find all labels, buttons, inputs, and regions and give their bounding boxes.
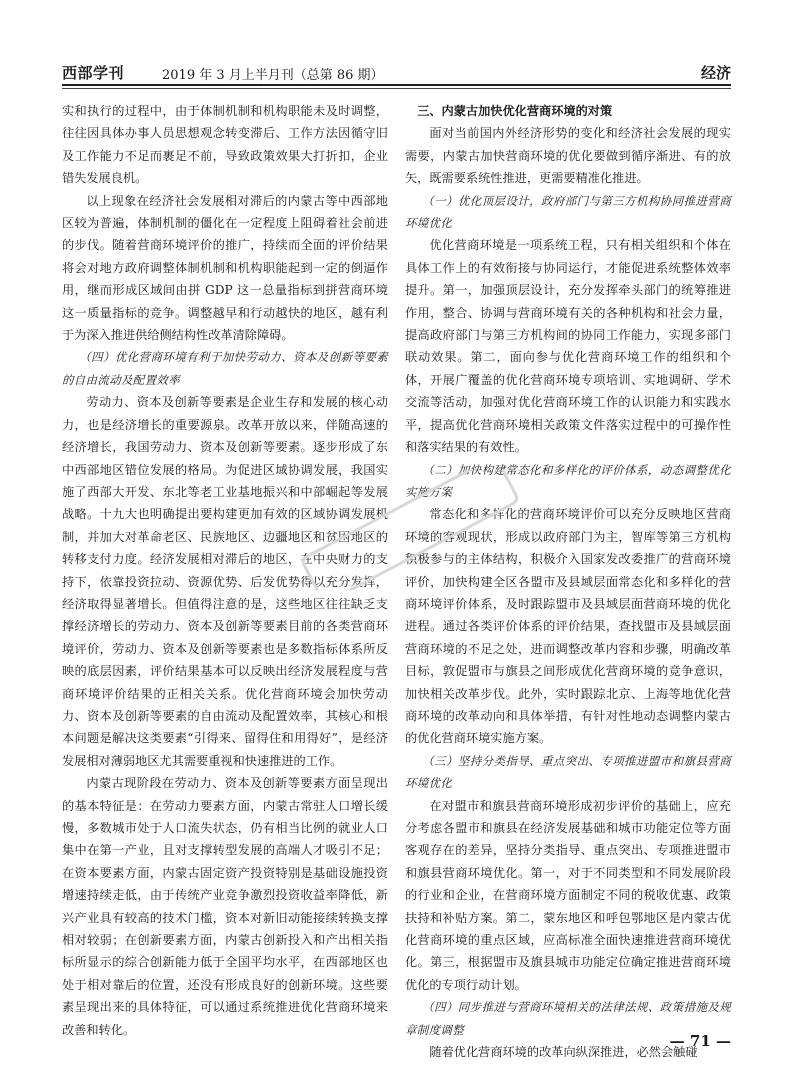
left-column xyxy=(62,100,388,1041)
paragraph: 内蒙古现阶段在劳动力、资本及创新等要素方面呈现出的基本特征是：在劳动力要素方面，内蒙古常驻人口增长缓慢，多数城市处于人口流失状态，仍有相当比例的就业人口集中在第一产业，且对支撑转型发展的高端人才吸引不足；在资本要素方面，内蒙古固定资产投资特别是基础设施投资增速持续走低，由于传统产业竞争激烈投资收益率降低，新兴产业具有较高的技术门槛，资本对新旧动能接续转换支撑相对较弱；在创新要素方面，内蒙古创新投入和产出相关指标所显示的综合创新能力低于全国平均水平，在西部地区也处于相对靠后的位置，还没有形成良好的创新环境。这些要素呈现出来的具体特征，可以通过系统推进优化营商环境来改善和转化。 xyxy=(62,776,388,1037)
paragraph: 劳动力、资本及创新等要素是企业生存和发展的核心动力，也是经济增长的重要源泉。改革开放以来，伴随高速的经济增长，我国劳动力、资本及创新等要素。逐步形成了东中西部地区错位发展的格局。为促进区域协调发展，我国实施了西部大开发、东北等老工业基地振兴和中部崛起等发展战略。十九大也明确提出要构建更加有效的区域协调发展机制，并加大对革命老区、民族地区、边疆地区和贫困地区的转移支付力度。经济发展相对滞后的地区，在中央财力的支持下，依靠投资拉动、资源优势、后发优势得以充分发挥，经济取得显著增长。但值得注意的是，这些地区往往缺乏支撑经济增长的劳动力、资本及创新等要素目前的各类营商环境评价，劳动力、资本及创新等要素也是多数指标体系所反映的底层因素，评价结果基本可以反映出经济发展程度与营商环境评价结果的正相关关系。优化营商环境会加快劳动力、资本及创新等要素的自由流动及配置效率，其核心和根本问题是解决这类要素“引得来、留得住和用得好”，是经济发展相对薄弱地区尤其需要重视和快速推进的工作。 xyxy=(62,395,388,768)
issue-info: 2019 年 3 月上半月刊（总第 86 期） xyxy=(162,68,384,83)
paragraph: 优化营商环境是一项系统工程，只有相关组织和个体在具体工作上的有效衔接与协同运行，才能促进系统整体效率提升。第一，加强顶层设计，充分发挥牵头部门的统筹推进作用，整合、协调与营商环境有关的各种机构和社会力量，提高政府部门与第三方机构间的协同工作能力，实现多部门联动效果。第二，面向参与优化营商环境工作的组织和个体，开展广覆盖的优化营商环境专项培训、实地调研、学术交流等活动，加强对优化营商环境工作的认识能力和实践水平，提高优化营商环境相关政策文件落实过程中的可操作性和落实结果的有效性。 xyxy=(405,238,731,455)
subsection-heading: （三）坚持分类指导、重点突出、专项推进盟市和旗县营商环境优化 xyxy=(405,753,731,791)
subsection-heading: （二）加快构建常态化和多样化的评价体系，动态调整优化实施方案 xyxy=(405,462,731,499)
header-rule xyxy=(62,84,731,86)
paragraph: 在对盟市和旗县营商环境形成初步评价的基础上，应充分考虑各盟市和旗县在经济发展基础和城市功能定位等方面客观存在的差异，坚持分类指导、重点突出、专项推进盟市和旗县营商环境优化。第一，对于不同类型和不同发展阶段的行业和企业，在营商环境方面制定不同的税收优惠、政策扶持和补贴方案。第二，蒙东地区和呼包鄂地区是内蒙古优化营商环境的重点区域，应高标准全面快速推进营商环境优化。第三，根据盟市及旗县城市功能定位确定推进营商环境优化的专项行动计划。 xyxy=(405,798,731,992)
subsection-heading: （一）优化顶层设计，政府部门与第三方机构协同推进营商环境优化 xyxy=(405,193,731,231)
subsection-heading: （四）优化营商环境有利于加快劳动力、资本及创新等要素的自由流动及配置效率 xyxy=(62,350,388,387)
page-number: — 71 — xyxy=(669,1032,731,1050)
page-header xyxy=(62,60,731,82)
right-column xyxy=(405,100,731,1063)
paragraph: 实和执行的过程中，由于体制机制和机构职能未及时调整，往往因具体办事人员思想观念转变滞后、工作方法因循守旧及工作能力不足而裹足不前，导致政策效果大打折扣，企业错失发展良机。 xyxy=(62,104,388,186)
paragraph: 常态化和多样化的营商环境评价可以充分反映地区营商环境的客观现状，形成以政府部门为主，智库等第三方机构积极参与的主体结构，积极介入国家发改委推广的营商环境评价，加快构建全区各盟市及县域层面常态化和多样化的营商环境评价体系，及时跟踪盟市及县域层面营商环境的优化进程。通过各类评价体系的评价结果，查找盟市及县域层面营商环境的不足之处，进而调整改革内容和步骤，明确改革目标，敦促盟市与旗县之间形成优化营商环境的竞争意识，加快相关改革步伐。此外，实时跟踪北京、上海等地优化营商环境的改革动向和具体举措，有针对性地动态调整内蒙古的优化营商环境实施方案。 xyxy=(405,507,731,746)
paragraph: 以上现象在经济社会发展相对滞后的内蒙古等中西部地区较为普遍，体制机制的僵化在一定程度上阻碍着社会前进的步伐。随着营商环境评价的推广，持续而全面的评价结果将会对地方政府调整体制机制和机构职能起到一定的倒逼作用，继而形成区域间由拼 GDP 这一总量指标到拼营商环境这一质量指标的竞争。调整越早和行动越快的地区，越有利于为深入推进供给侧结构性改革清除障碍。 xyxy=(62,193,388,343)
paragraph: 面对当前国内外经济形势的变化和经济社会发展的现实需要，内蒙古加快营商环境的优化要做到循序渐进、有的放矢，既需要系统性推进，更需要精准化推进。 xyxy=(405,126,731,186)
paragraph: 随着优化营商环境的改革向纵深推进，必然会触碰 xyxy=(429,1045,698,1060)
subsection-heading: （四）同步推进与营商环境相关的法律法规、政策措施及规章制度调整 xyxy=(405,1000,731,1037)
section-label: 经济 xyxy=(700,64,731,82)
section-heading: 三、内蒙古加快优化营商环境的对策 xyxy=(417,104,613,118)
journal-masthead: 西部学刊 xyxy=(62,64,125,82)
header-rule-thin xyxy=(62,88,731,89)
